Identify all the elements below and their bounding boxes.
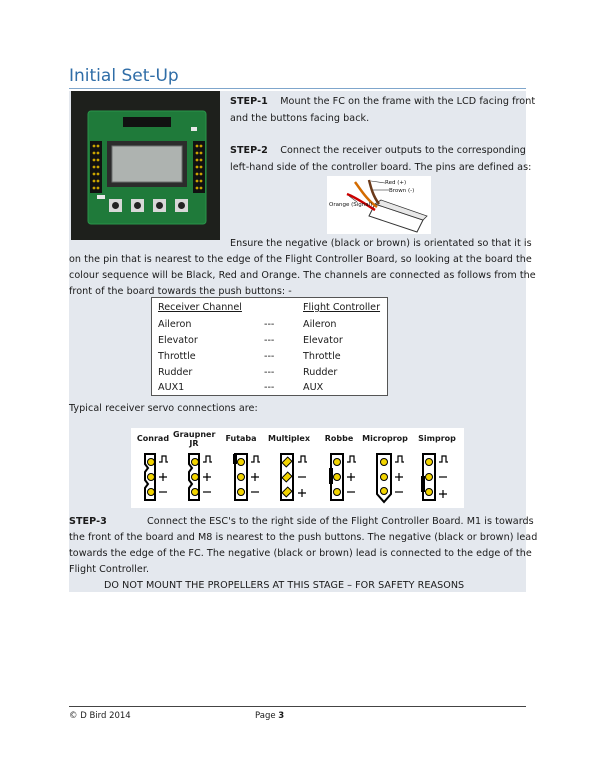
para-line2: on the pin that is nearest to the edge of the Flight Controller Board, so looking at the board the [69, 254, 532, 265]
para-line4: front of the board towards the push buttons: - [69, 286, 292, 297]
sep-cell: --- [264, 351, 275, 362]
step1-line2: and the buttons facing back. [230, 113, 370, 124]
sep-cell: --- [264, 335, 275, 346]
brand-label: Multiplex [267, 434, 311, 443]
footer-author: © D Bird 2014 [69, 711, 131, 721]
step3-text: Connect the ESC's to the right side of the Flight Controller Board. M1 is towards [147, 516, 534, 527]
servo-intro: Typical receiver servo connections are: [69, 403, 258, 414]
brand-label: Simprop [418, 434, 456, 443]
sep-cell: --- [264, 382, 275, 393]
safety-warning: DO NOT MOUNT THE PROPELLERS AT THIS STAGE – FOR SAFETY REASONS [104, 580, 465, 591]
footer-page [255, 711, 284, 721]
brand-label: Robbe [324, 434, 354, 443]
page-title: Initial Set-Up [69, 66, 179, 86]
footer-divider [69, 706, 526, 707]
brand-label: Graupner JR [173, 430, 216, 448]
page-number: 3 [278, 711, 285, 721]
brand-label: Futaba [225, 434, 257, 443]
rx-cell: Aileron [158, 319, 192, 330]
wire-diagram [327, 176, 431, 234]
rx-cell: Rudder [158, 367, 193, 378]
rx-cell: Elevator [158, 335, 198, 346]
header-fc: Flight Controller [303, 302, 381, 313]
wire-red-label: Red (+) [385, 180, 407, 186]
step2-text: Connect the receiver outputs to the corresponding [280, 145, 526, 156]
step1-line1 [230, 94, 535, 110]
rx-cell: Throttle [158, 351, 196, 362]
fc-cell: Elevator [303, 335, 343, 346]
fc-cell: Aileron [303, 319, 337, 330]
para-line3: colour sequence will be Black, Red and Orange. The channels are connected as follows from the [69, 270, 536, 281]
servo-connections-diagram [131, 428, 464, 508]
step3-line1 [69, 514, 534, 530]
channel-table [151, 297, 388, 396]
step2-label: STEP-2 [230, 145, 268, 156]
fc-cell: Rudder [303, 367, 338, 378]
step3-line4: Flight Controller. [69, 564, 150, 575]
fc-cell: Throttle [303, 351, 341, 362]
wire-orange-label: Orange (Signal) [329, 202, 373, 208]
step3-label: STEP-3 [69, 516, 107, 527]
sep-cell: --- [264, 367, 275, 378]
para-line1: Ensure the negative (black or brown) is orientated so that it is [230, 238, 532, 249]
step3-line2: the front of the board and M8 is nearest to the push buttons. The negative (black or brown) lead [69, 532, 538, 543]
flight-controller-photo [71, 91, 220, 240]
wire-brown-label: Brown (-) [389, 188, 415, 194]
header-receiver: Receiver Channel [158, 302, 242, 313]
fc-cell: AUX [303, 382, 324, 393]
title-divider [69, 88, 526, 89]
sep-cell: --- [264, 319, 275, 330]
brand-label: Microprop [362, 434, 408, 443]
step2-line1 [230, 143, 526, 159]
step3-line3: towards the edge of the FC. The negative (black or brown) lead is connected to the edge of the [69, 548, 532, 559]
step1-text: Mount the FC on the frame with the LCD facing front [280, 96, 536, 107]
step1-label: STEP-1 [230, 96, 268, 107]
rx-cell: AUX1 [158, 382, 185, 393]
step2-line2: left-hand side of the controller board. The pins are defined as: [230, 162, 532, 173]
page-label: Page [255, 711, 276, 721]
brand-label: Conrad [136, 434, 170, 443]
